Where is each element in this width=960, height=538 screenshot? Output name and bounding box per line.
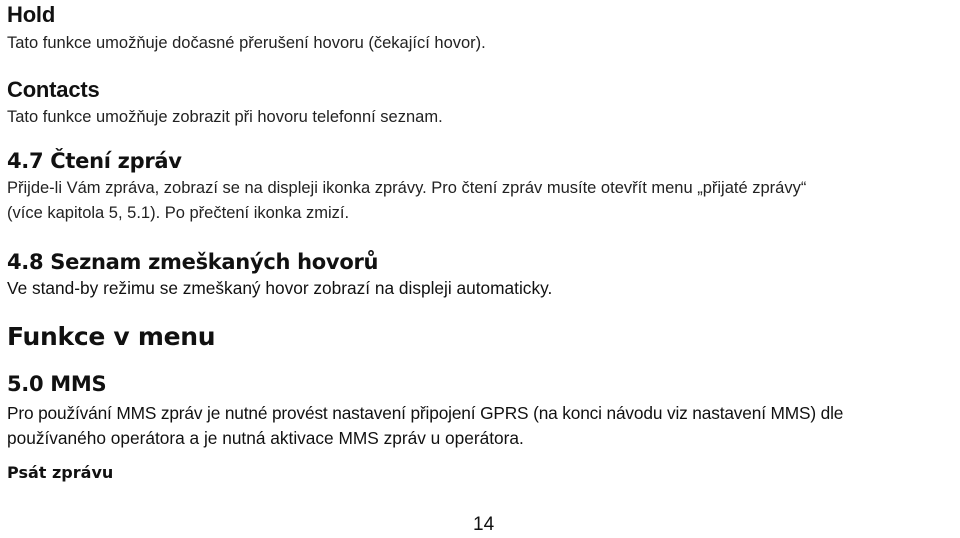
contacts-text: Tato funkce umožňuje zobrazit při hovoru telefonní seznam. — [7, 108, 443, 126]
hold-text: Tato funkce umožňuje dočasné přerušení hovoru (čekající hovor). — [7, 34, 486, 52]
missed-calls-heading: 4.8 Seznam zmeškaných hovorů — [7, 250, 379, 274]
mms-text-line2: používaného operátora a je nutná aktivace MMS zpráv u operátora. — [7, 428, 524, 448]
reading-text-line1: Přijde-li Vám zpráva, zobrazí se na displeji ikonka zprávy. Pro čtení zpráv musíte otevřít menu „přijaté zprávy“ — [7, 179, 807, 197]
menu-functions-heading: Funkce v menu — [7, 322, 216, 351]
missed-calls-text: Ve stand-by režimu se zmeškaný hovor zobrazí na displeji automaticky. — [7, 278, 553, 298]
document-page — [7, 0, 957, 538]
reading-text-line2: (více kapitola 5, 5.1). Po přečtení ikonka zmizí. — [7, 204, 350, 222]
hold-heading: Hold — [7, 2, 56, 27]
mms-text-line1: Pro používání MMS zpráv je nutné provést nastavení připojení GPRS (na konci návodu viz nastavení MMS) dle — [7, 403, 844, 423]
page-number: 14 — [473, 514, 495, 535]
contacts-heading: Contacts — [7, 77, 100, 102]
write-message-heading: Psát zprávu — [7, 463, 114, 482]
reading-heading: 4.7 Čtení zpráv — [7, 149, 182, 173]
mms-heading: 5.0 MMS — [7, 372, 107, 396]
